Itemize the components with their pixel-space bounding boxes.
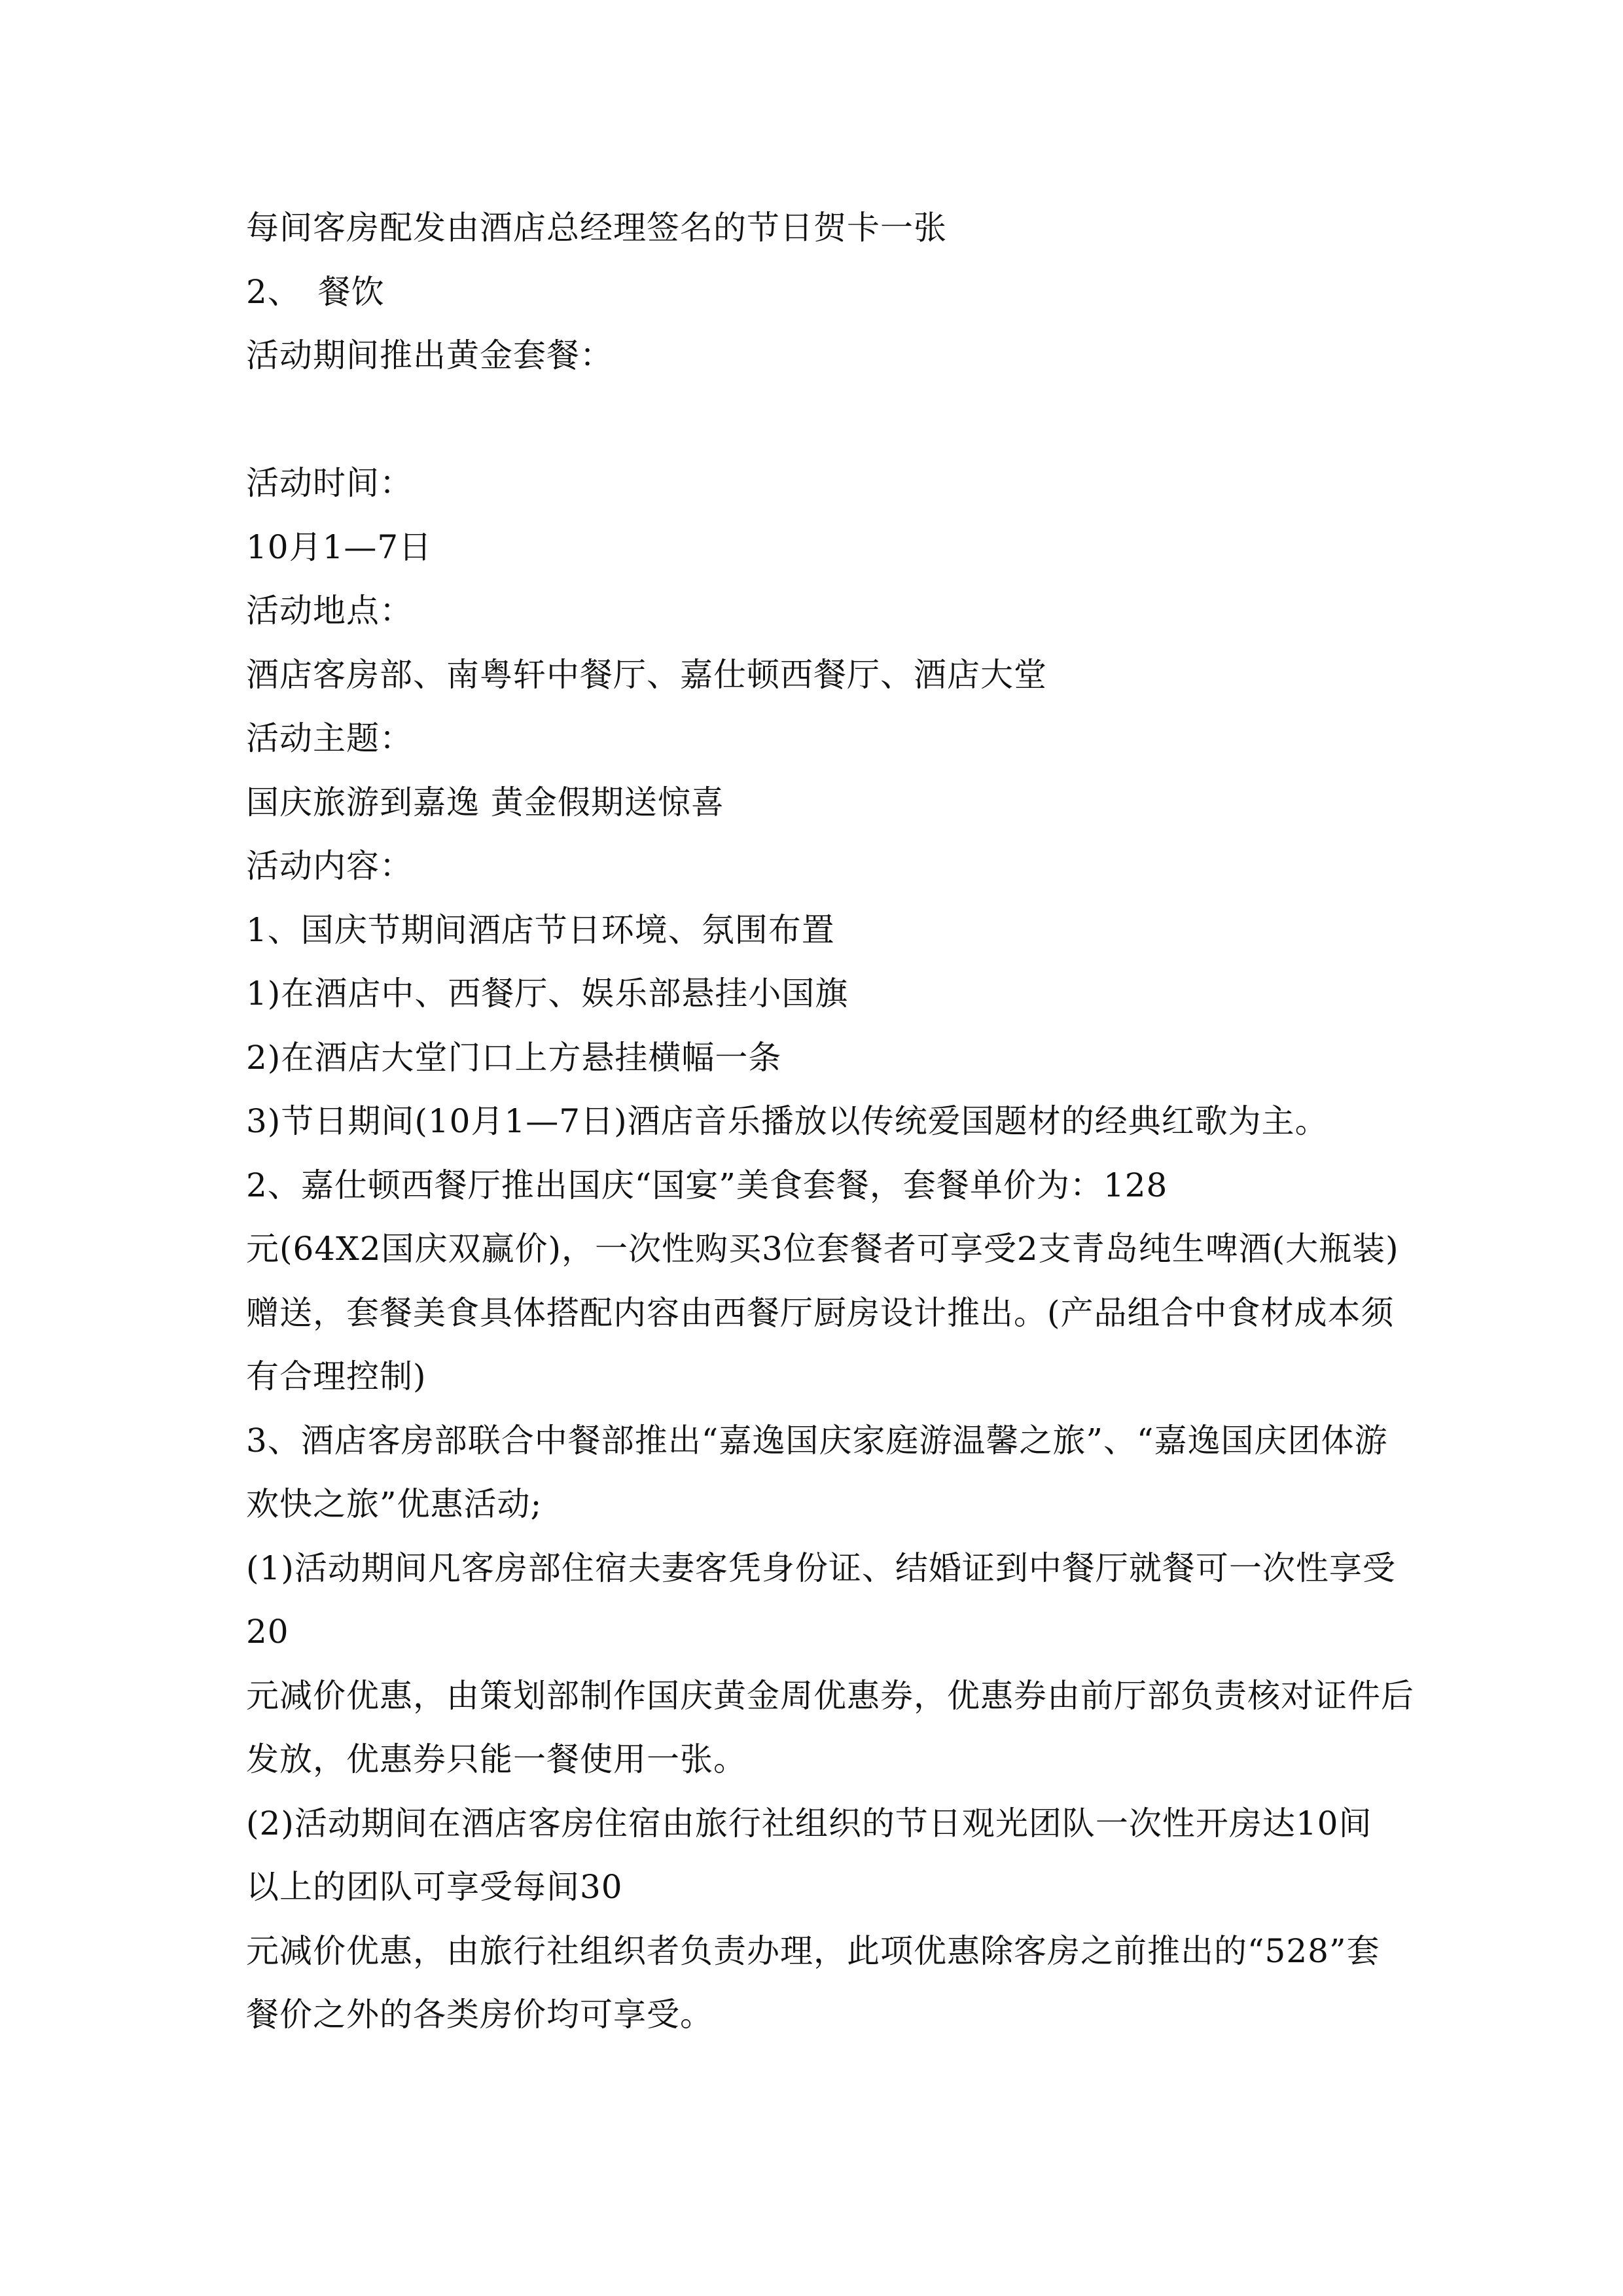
text-line: 赠送，套餐美食具体搭配内容由西餐厅厨房设计推出。(产品组合中食材成本须 [246,1293,1395,1332]
text-line: 活动期间推出黄金套餐： [246,336,613,374]
text-line: 1)在酒店中、西餐厅、娱乐部悬挂小国旗 [246,975,849,1013]
blank-line [246,388,1385,452]
text-line: 以上的团队可享受每间30 [246,1868,623,1906]
text-line: (2)活动期间在酒店客房住宿由旅行社组织的节日观光团队一次性开房达10间 [246,1804,1372,1842]
value-activity-time: 10月1—7日 [246,528,433,566]
text-line: 2、嘉仕顿西餐厅推出国庆“国宴”美食套餐，套餐单价为：128 [246,1166,1168,1204]
text-line: 欢快之旅”优惠活动; [246,1485,543,1523]
text-line: (1)活动期间凡客房部住宿夫妻客凭身份证、结婚证到中餐厅就餐可一次性享受 [246,1549,1396,1587]
value-activity-theme: 国庆旅游到嘉逸 黄金假期送惊喜 [246,783,724,821]
text-line: 3、酒店客房部联合中餐部推出“嘉逸国庆家庭游温馨之旅”、“嘉逸国庆团体游 [246,1421,1388,1460]
text-line: 20 [246,1613,289,1651]
label-activity-theme: 活动主题： [246,719,413,757]
text-line: 餐价之外的各类房价均可享受。 [246,1996,713,2034]
text-line: 有合理控制) [246,1357,427,1395]
document-body [246,196,1414,2047]
text-line: 1、国庆节期间酒店节日环境、氛围布置 [246,910,835,949]
text-line: 每间客房配发由酒店总经理签名的节日贺卡一张 [246,209,947,247]
label-activity-time: 活动时间： [246,464,413,502]
text-line: 2)在酒店大堂门口上方悬挂横幅一条 [246,1038,782,1077]
text-line: 元减价优惠，由策划部制作国庆黄金周优惠券，优惠券由前厅部负责核对证件后 [246,1676,1414,1715]
label-activity-content: 活动内容： [246,847,413,885]
text-line: 发放，优惠券只能一餐使用一张。 [246,1740,747,1778]
section-heading-catering: 2、 餐饮 [246,272,385,311]
value-activity-location: 酒店客房部、南粤轩中餐厅、嘉仕顿西餐厅、酒店大堂 [246,655,1047,694]
label-activity-location: 活动地点： [246,592,413,630]
text-line: 3)节日期间(10月1—7日)酒店音乐播放以传统爱国题材的经典红歌为主。 [246,1102,1329,1140]
text-line: 元减价优惠，由旅行社组织者负责办理，此项优惠除客房之前推出的“528”套 [246,1931,1380,1970]
text-line: 元(64X2国庆双赢价)，一次性购买3位套餐者可享受2支青岛纯生啤酒(大瓶装) [246,1230,1399,1268]
